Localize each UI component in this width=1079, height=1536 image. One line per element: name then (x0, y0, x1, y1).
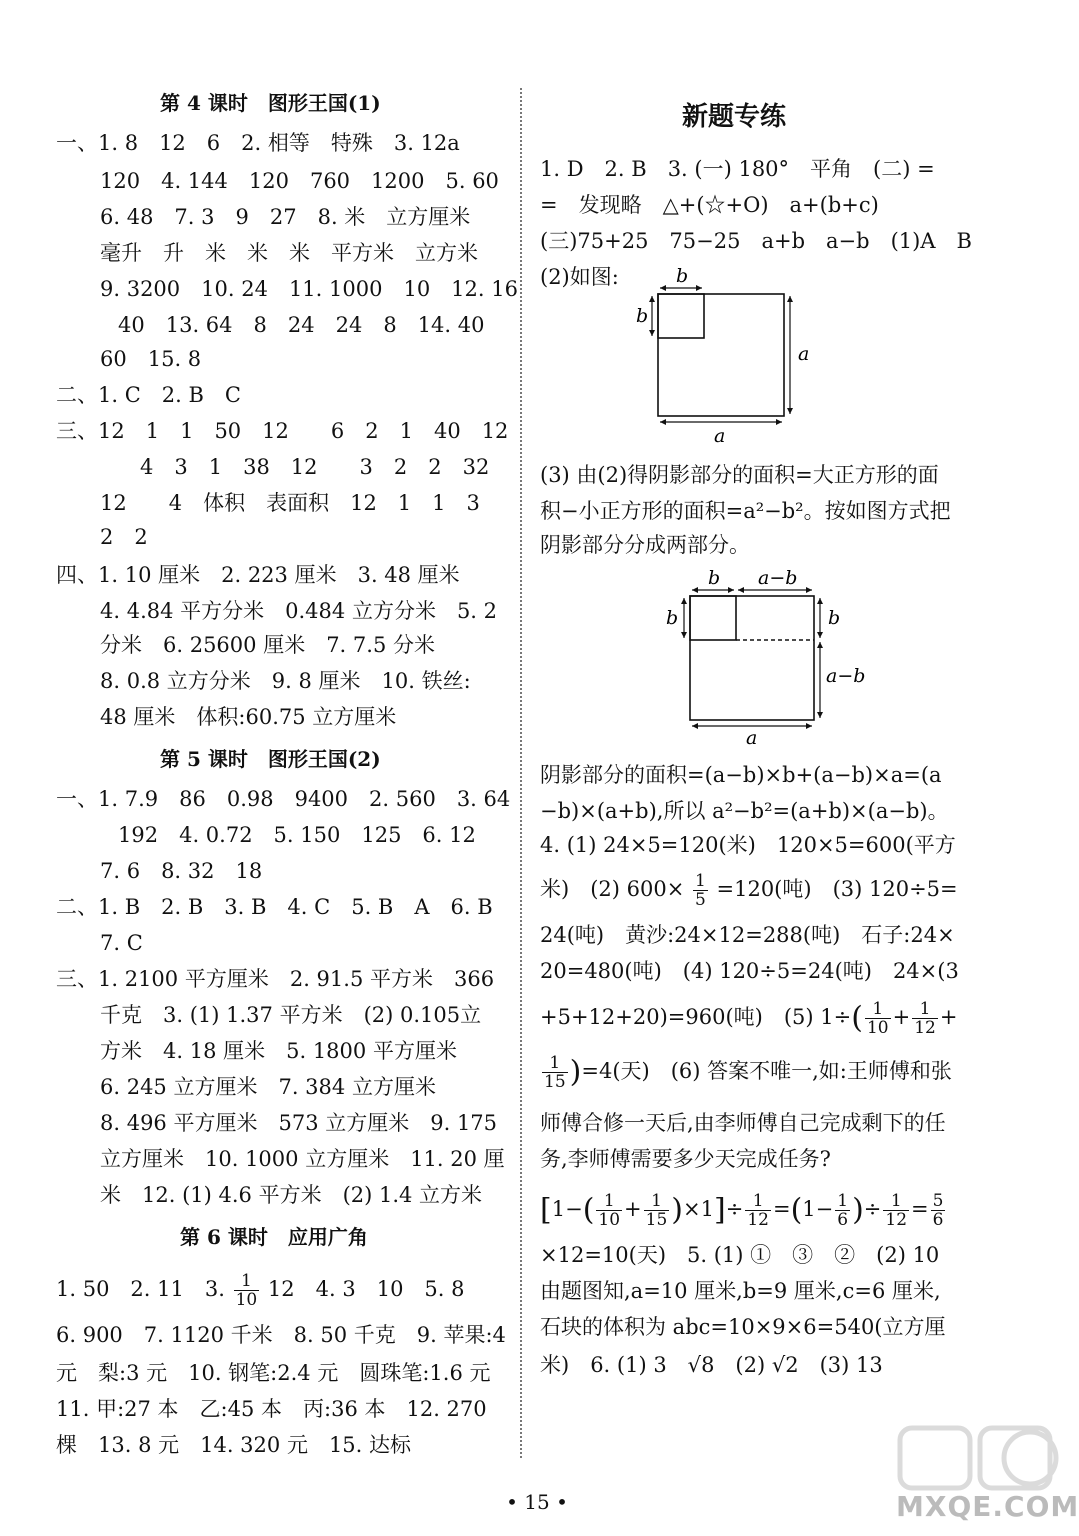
denominator: 6 (837, 1210, 849, 1230)
fraction (234, 1272, 260, 1309)
answer-line: 12 4 体积 表面积 12 1 1 3 (100, 491, 480, 515)
page-number: • 15 • (506, 1490, 568, 1514)
denominator: 10 (866, 1018, 889, 1038)
label-a-bottom: a (714, 425, 726, 447)
answer-text: =120(吨) (3) 120÷5= (716, 877, 958, 901)
section-title-lesson-6: 第 6 课时 应用广角 (180, 1225, 368, 1249)
fraction (644, 1192, 670, 1229)
fraction (745, 1192, 771, 1229)
paren: ) (671, 1192, 684, 1228)
answer-line: 40 13. 64 8 24 24 8 14. 40 (118, 313, 485, 337)
answer-line: 棵 13. 8 元 14. 320 元 15. 达标 (56, 1433, 412, 1457)
paren: ) (569, 1054, 582, 1090)
denominator: 5 (694, 890, 706, 910)
answer-text: +5+12+20)=960(吨) (5) 1÷ (540, 1005, 852, 1029)
answer-line: 48 厘米 体积:60.75 立方厘米 (100, 705, 397, 729)
denominator: 15 (544, 1072, 566, 1092)
column-divider (520, 88, 522, 1458)
answer-line: 米 12. (1) 4.6 平方米 (2) 1.4 立方米 (100, 1183, 483, 1207)
answer-line: 8. 496 平方厘米 573 立方厘米 9. 175 (100, 1111, 498, 1135)
denominator: 12 (885, 1210, 908, 1230)
answer-line: 20=480(吨) (4) 120÷5=24(吨) 24×(3 (540, 959, 959, 983)
answer-line: 192 4. 0.72 5. 150 125 6. 12 (118, 823, 476, 847)
label-b-left: b (636, 305, 649, 327)
label-b-right: b (828, 607, 841, 629)
label-b-top: b (708, 567, 721, 589)
fraction (912, 1000, 938, 1037)
fraction (883, 1192, 909, 1229)
label-a-right: a (798, 343, 810, 365)
answer-line: 一、1. 7.9 86 0.98 9400 2. 560 3. 64 (56, 787, 511, 811)
answer-text: 1− (802, 1197, 834, 1221)
answer-line: (三)75+25 75−25 a+b a−b (1)A B (540, 229, 972, 253)
answer-line: 三、1. 2100 平方厘米 2. 91.5 平方米 366 (56, 967, 495, 991)
answer-line: 二、1. B 2. B 3. B 4. C 5. B A 6. B (56, 895, 493, 919)
answer-line: 方米 4. 18 厘米 5. 1800 平方厘米 (100, 1039, 457, 1063)
denominator: 6 (932, 1210, 944, 1230)
answer-line: 师傅合修一天后,由李师傅自己完成剩下的任 (540, 1111, 946, 1135)
answer-line: 9. 3200 10. 24 11. 1000 10 12. 16 (100, 277, 518, 301)
label-amb-top: a−b (758, 567, 798, 589)
fraction (693, 872, 708, 909)
numerator: 1 (912, 1000, 938, 1019)
answer-line: 24(吨) 黄沙:24×12=288(吨) 石子:24× (540, 923, 955, 947)
answer-line: 4. (1) 24×5=120(米) 120×5=600(平方 (540, 833, 956, 857)
numerator: 1 (745, 1192, 771, 1211)
answer-line: = 发现略 △+(☆+O) a+(b+c) (540, 193, 879, 217)
answer-line: 二、1. C 2. B C (56, 383, 241, 407)
answer-line: 11. 甲:27 本 乙:45 本 丙:36 本 12. 270 (56, 1397, 487, 1421)
answer-line: 2 2 (100, 525, 148, 549)
answer-line: 立方厘米 10. 1000 立方厘米 11. 20 厘 (100, 1147, 505, 1171)
answer-line: −b)×(a+b),所以 a²−b²=(a+b)×(a−b)。 (540, 799, 949, 823)
numerator: 1 (837, 1191, 849, 1211)
label-b-top: b (676, 265, 689, 287)
denominator: 10 (235, 1290, 258, 1310)
paren: ( (582, 1192, 595, 1228)
answer-line: 6. 245 立方厘米 7. 384 立方厘米 (100, 1075, 436, 1099)
label-a-bottom: a (746, 727, 758, 749)
answer-line: (3) 由(2)得阴影部分的面积=大正方形的面 (540, 463, 939, 487)
answer-line: 分米 6. 25600 厘米 7. 7.5 分米 (100, 633, 435, 657)
numerator: 1 (596, 1192, 622, 1211)
answer-text: =4(天) (6) 答案不唯一,如:王师傅和张 (581, 1059, 952, 1083)
numerator: 5 (932, 1191, 944, 1211)
answer-line: 务,李师傅需要多少天完成任务? (540, 1147, 831, 1171)
answer-text: 12 4. 3 10 5. 8 (267, 1277, 465, 1301)
answer-line: 四、1. 10 厘米 2. 223 厘米 3. 48 厘米 (56, 563, 460, 587)
denominator: 12 (914, 1018, 936, 1038)
numerator: 1 (234, 1272, 260, 1291)
answer-line-with-fraction (540, 872, 958, 909)
answer-line-with-fraction: +5+12+20)=960(吨) (5) 1÷( $\frac{1}{10}$ + $\frac{1}{12}$ + (540, 999, 958, 1038)
answer-line: 6. 900 7. 1120 千米 8. 50 千克 9. 苹果:4 (56, 1323, 506, 1347)
answer-line: 6. 48 7. 3 9 27 8. 米 立方厘米 (100, 205, 471, 229)
fraction (931, 1192, 946, 1229)
watermark-text: MXQE.COM (896, 1490, 1079, 1523)
answer-text: 1. 50 2. 11 3. (56, 1277, 225, 1301)
answer-line: 积−小正方形的面积=a²−b²。按如图方式把 (540, 499, 951, 523)
fraction (596, 1192, 622, 1229)
answer-line: 4 3 1 38 12 3 2 2 32 (140, 455, 490, 479)
bracket: ] (713, 1192, 726, 1228)
paren: ( (790, 1192, 803, 1228)
answer-text: 米) (2) 600× (540, 877, 685, 901)
answer-line: 一、1. 8 12 6 2. 相等 特殊 3. 12a (56, 131, 460, 155)
numerator: 1 (542, 1054, 568, 1073)
fraction (542, 1054, 568, 1091)
answer-text: 1− (551, 1197, 583, 1221)
section-title-new-problems: 新题专练 (682, 102, 787, 132)
answer-line: 三、12 1 1 50 12 6 2 1 40 12 (56, 419, 509, 443)
answer-line: 4. 4.84 平方分米 0.484 立方分米 5. 2 (100, 599, 498, 623)
paren: ) (852, 1192, 864, 1228)
answer-line: 元 梨:3 元 10. 钢笔:2.4 元 圆珠笔:1.6 元 (56, 1361, 491, 1385)
label-b-left: b (666, 607, 679, 629)
answer-line: 阴影部分的面积=(a−b)×b+(a−b)×a=(a (540, 763, 942, 787)
answer-line: 8. 0.8 立方分米 9. 8 厘米 10. 铁丝: (100, 669, 471, 693)
answer-line: (2)如图: (540, 265, 619, 289)
numerator: 1 (865, 1000, 891, 1019)
answer-line-with-fraction (540, 1054, 952, 1091)
square-diagram-2 (656, 566, 866, 749)
section-title-lesson-5: 第 5 课时 图形王国(2) (160, 747, 381, 771)
numerator: 1 (644, 1192, 670, 1211)
answer-line: 石块的体积为 abc=10×9×6=540(立方厘 (540, 1315, 946, 1339)
denominator: 12 (747, 1210, 769, 1230)
answer-line: 7. 6 8. 32 18 (100, 859, 263, 883)
fraction (835, 1192, 850, 1229)
answer-line: 7. C (100, 931, 143, 955)
answer-line-with-fraction: [1−( $\frac{1}{10}$ + $\frac{1}{15}$ )×1]÷ $\frac{1}{12}$ =(1− $\frac{1}{6}$ )÷ $\frac{1}{12}$ = $\frac{5}{6}$ (540, 1191, 944, 1230)
label-amb-right: a−b (826, 665, 866, 687)
answer-line: 60 15. 8 (100, 347, 202, 371)
numerator: 1 (694, 871, 706, 891)
answer-line: 阴影部分分成两部分。 (540, 533, 750, 557)
denominator: 15 (645, 1210, 668, 1230)
answer-line: 1. D 2. B 3. (一) 180° 平角 (二) = (540, 157, 935, 181)
answer-line: 120 4. 144 120 760 1200 5. 60 (100, 169, 499, 193)
answer-line: 毫升 升 米 米 米 平方米 立方米 (100, 241, 478, 265)
answer-line-with-fraction (56, 1272, 465, 1309)
numerator: 1 (883, 1192, 909, 1211)
paren: ( (851, 1000, 863, 1036)
answer-line: 千克 3. (1) 1.37 平方米 (2) 0.105立 (100, 1003, 482, 1027)
answer-line: ×12=10(天) 5. (1) ① ③ ② (2) 10 (540, 1243, 940, 1267)
answer-line: 米) 6. (1) 3 √8 (2) √2 (3) 13 (540, 1353, 883, 1377)
section-title-lesson-4: 第 4 课时 图形王国(1) (160, 91, 381, 115)
square-diagram-1 (628, 262, 828, 447)
fraction (865, 1000, 891, 1037)
denominator: 10 (598, 1210, 621, 1230)
bracket: [ (540, 1192, 552, 1228)
answer-line: 由题图知,a=10 厘米,b=9 厘米,c=6 厘米, (540, 1279, 941, 1303)
